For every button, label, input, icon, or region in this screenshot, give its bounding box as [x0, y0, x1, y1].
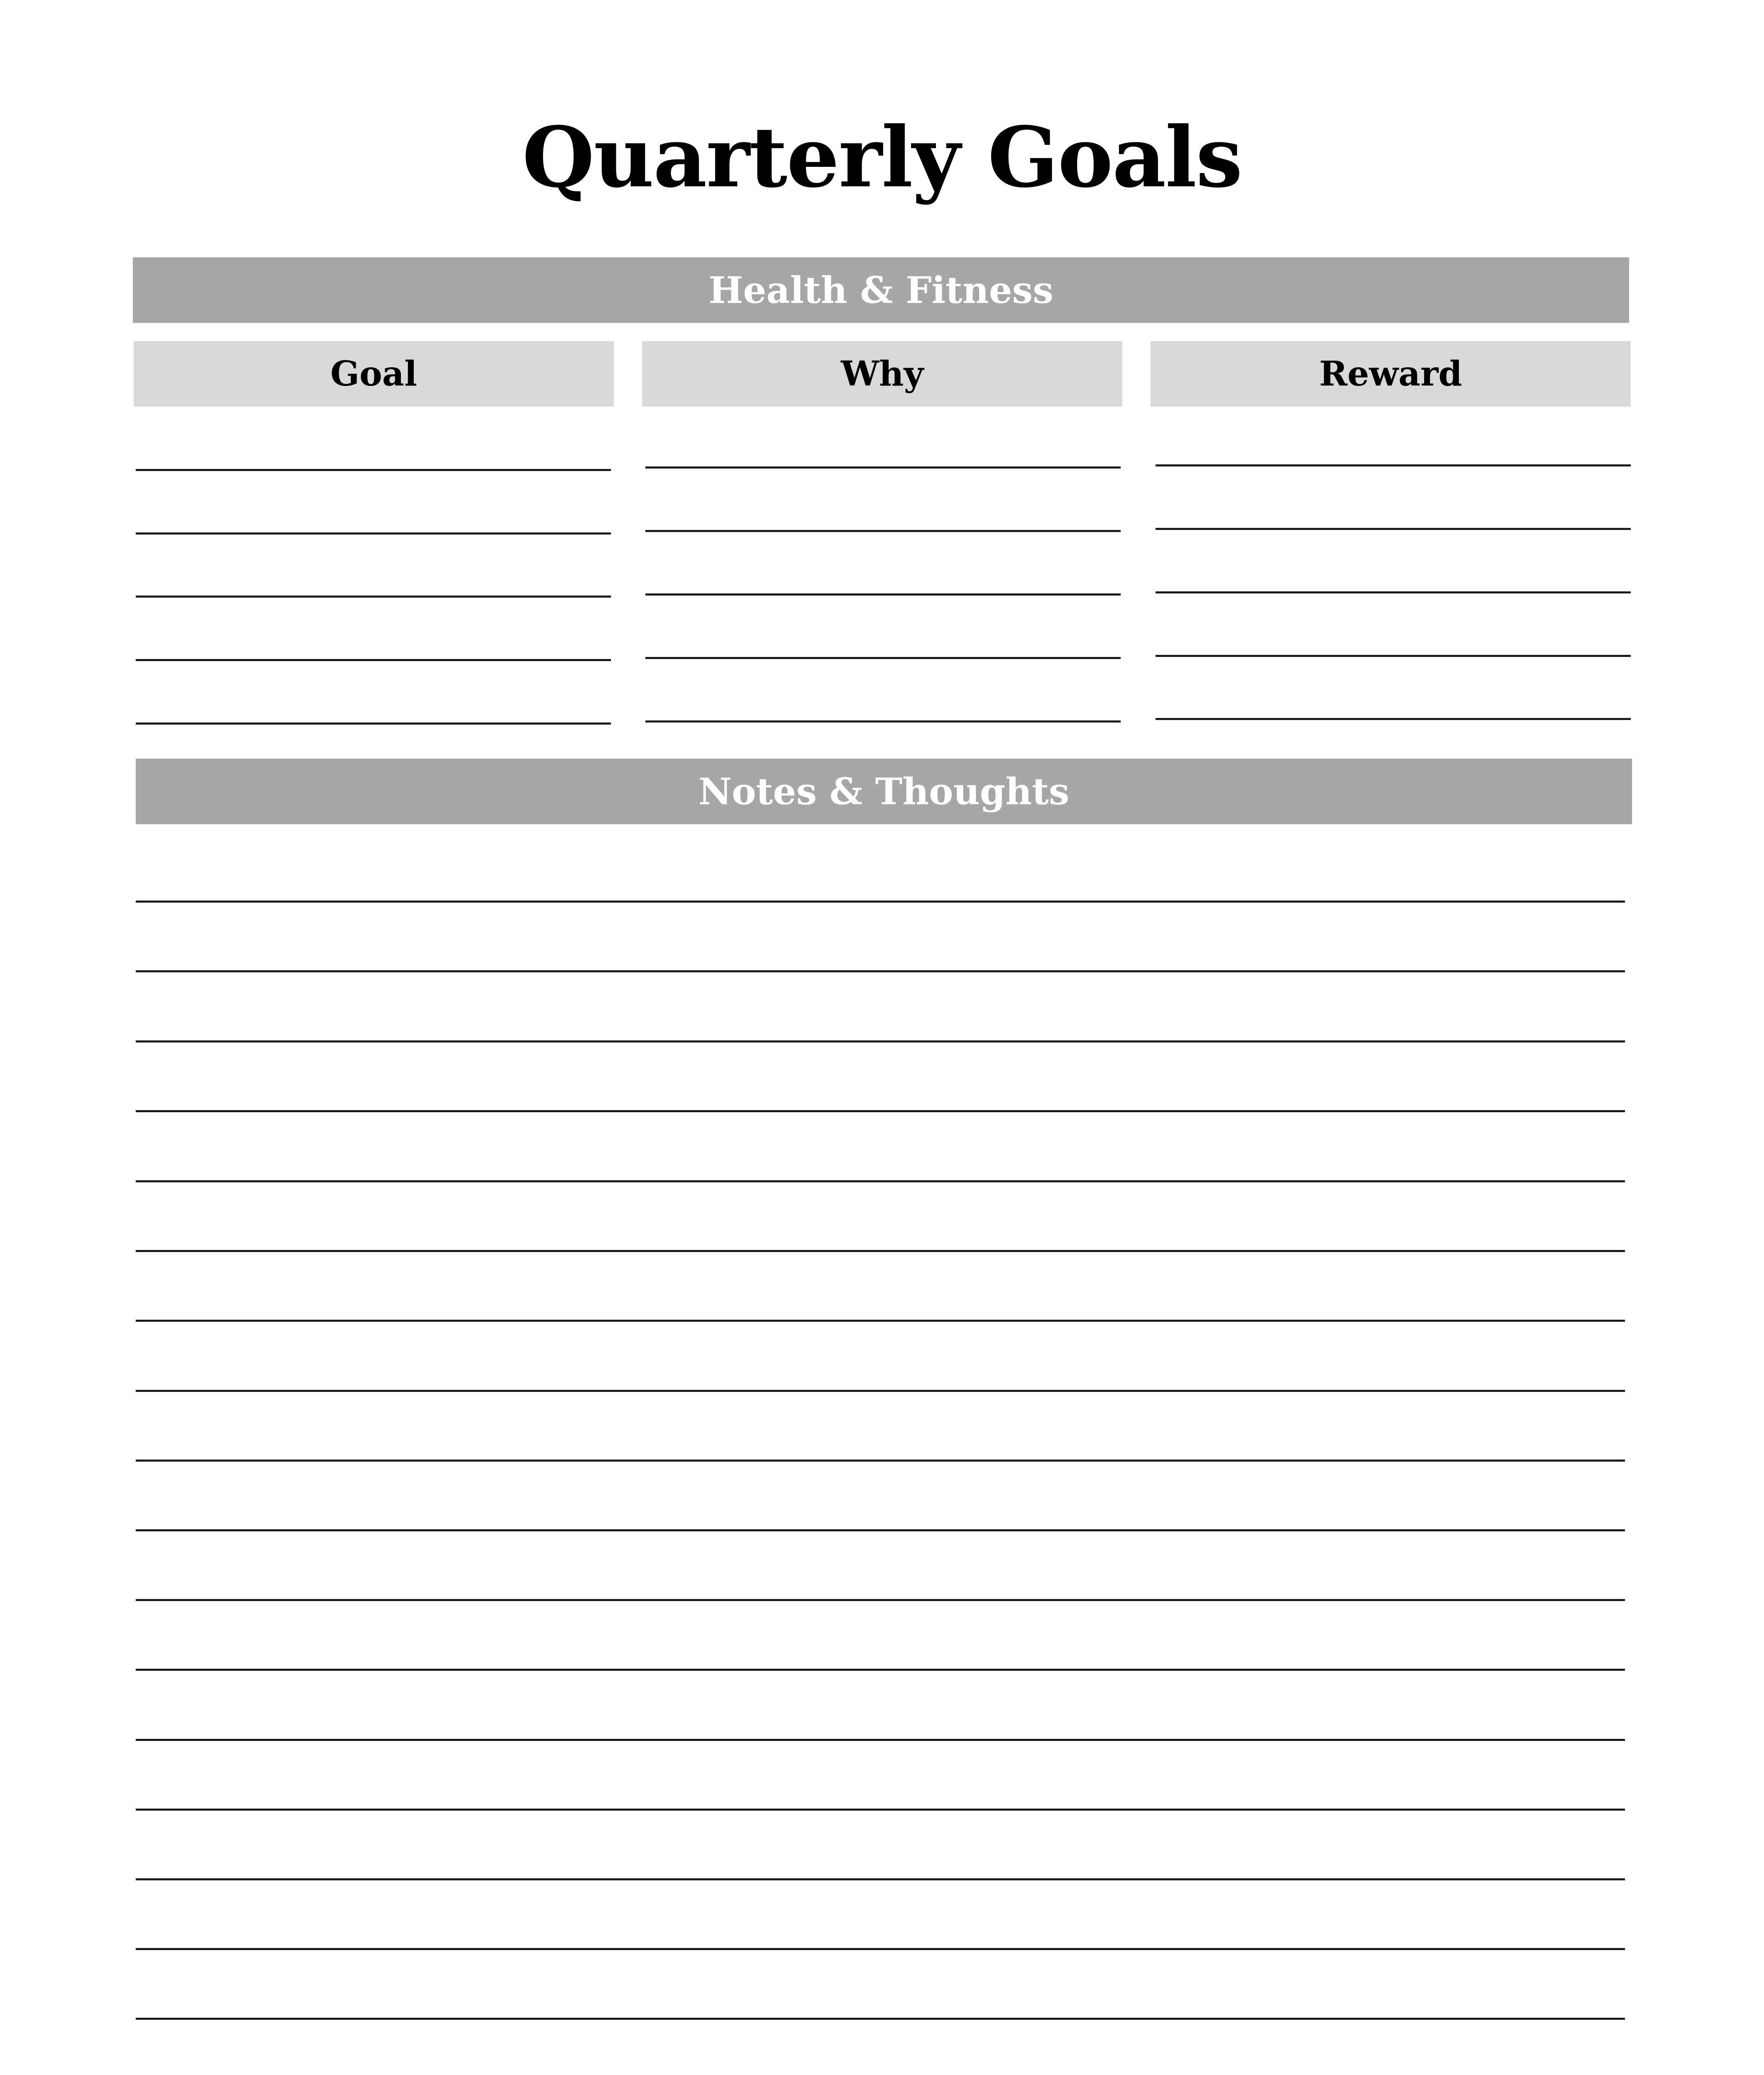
reward-writing-line[interactable] — [1156, 464, 1631, 466]
notes-writing-line[interactable] — [136, 1669, 1625, 1671]
reward-writing-line[interactable] — [1156, 655, 1631, 657]
notes-writing-line[interactable] — [136, 1180, 1625, 1182]
goal-writing-line[interactable] — [136, 723, 611, 725]
notes-writing-line[interactable] — [136, 2018, 1625, 2020]
notes-writing-line[interactable] — [136, 1040, 1625, 1042]
notes-writing-line[interactable] — [136, 1599, 1625, 1601]
reward-column-header: Reward — [1151, 341, 1631, 407]
notes-writing-line[interactable] — [136, 1390, 1625, 1392]
notes-writing-line[interactable] — [136, 970, 1625, 972]
notes-writing-line[interactable] — [136, 1529, 1625, 1531]
notes-writing-line[interactable] — [136, 1110, 1625, 1112]
why-column-header: Why — [642, 341, 1122, 407]
notes-writing-line[interactable] — [136, 1250, 1625, 1252]
reward-writing-line[interactable] — [1156, 591, 1631, 593]
why-writing-line[interactable] — [645, 593, 1121, 596]
page-title: Quarterly Goals — [522, 109, 1242, 206]
notes-writing-line[interactable] — [136, 1878, 1625, 1880]
notes-thoughts-header: Notes & Thoughts — [136, 759, 1632, 824]
goal-column-header: Goal — [134, 341, 614, 407]
goal-writing-line[interactable] — [136, 469, 611, 471]
goal-writing-line[interactable] — [136, 659, 611, 661]
reward-writing-line[interactable] — [1156, 718, 1631, 720]
goal-writing-line[interactable] — [136, 532, 611, 535]
why-writing-line[interactable] — [645, 657, 1121, 659]
notes-writing-line[interactable] — [136, 901, 1625, 903]
reward-writing-line[interactable] — [1156, 528, 1631, 530]
why-writing-line[interactable] — [645, 720, 1121, 723]
notes-writing-line[interactable] — [136, 1809, 1625, 1811]
notes-writing-line[interactable] — [136, 1948, 1625, 1950]
notes-writing-line[interactable] — [136, 1739, 1625, 1741]
why-writing-line[interactable] — [645, 466, 1121, 469]
notes-writing-line[interactable] — [136, 1320, 1625, 1322]
goal-writing-line[interactable] — [136, 596, 611, 598]
health-fitness-header: Health & Fitness — [133, 257, 1629, 323]
why-writing-line[interactable] — [645, 530, 1121, 532]
notes-writing-line[interactable] — [136, 1460, 1625, 1462]
